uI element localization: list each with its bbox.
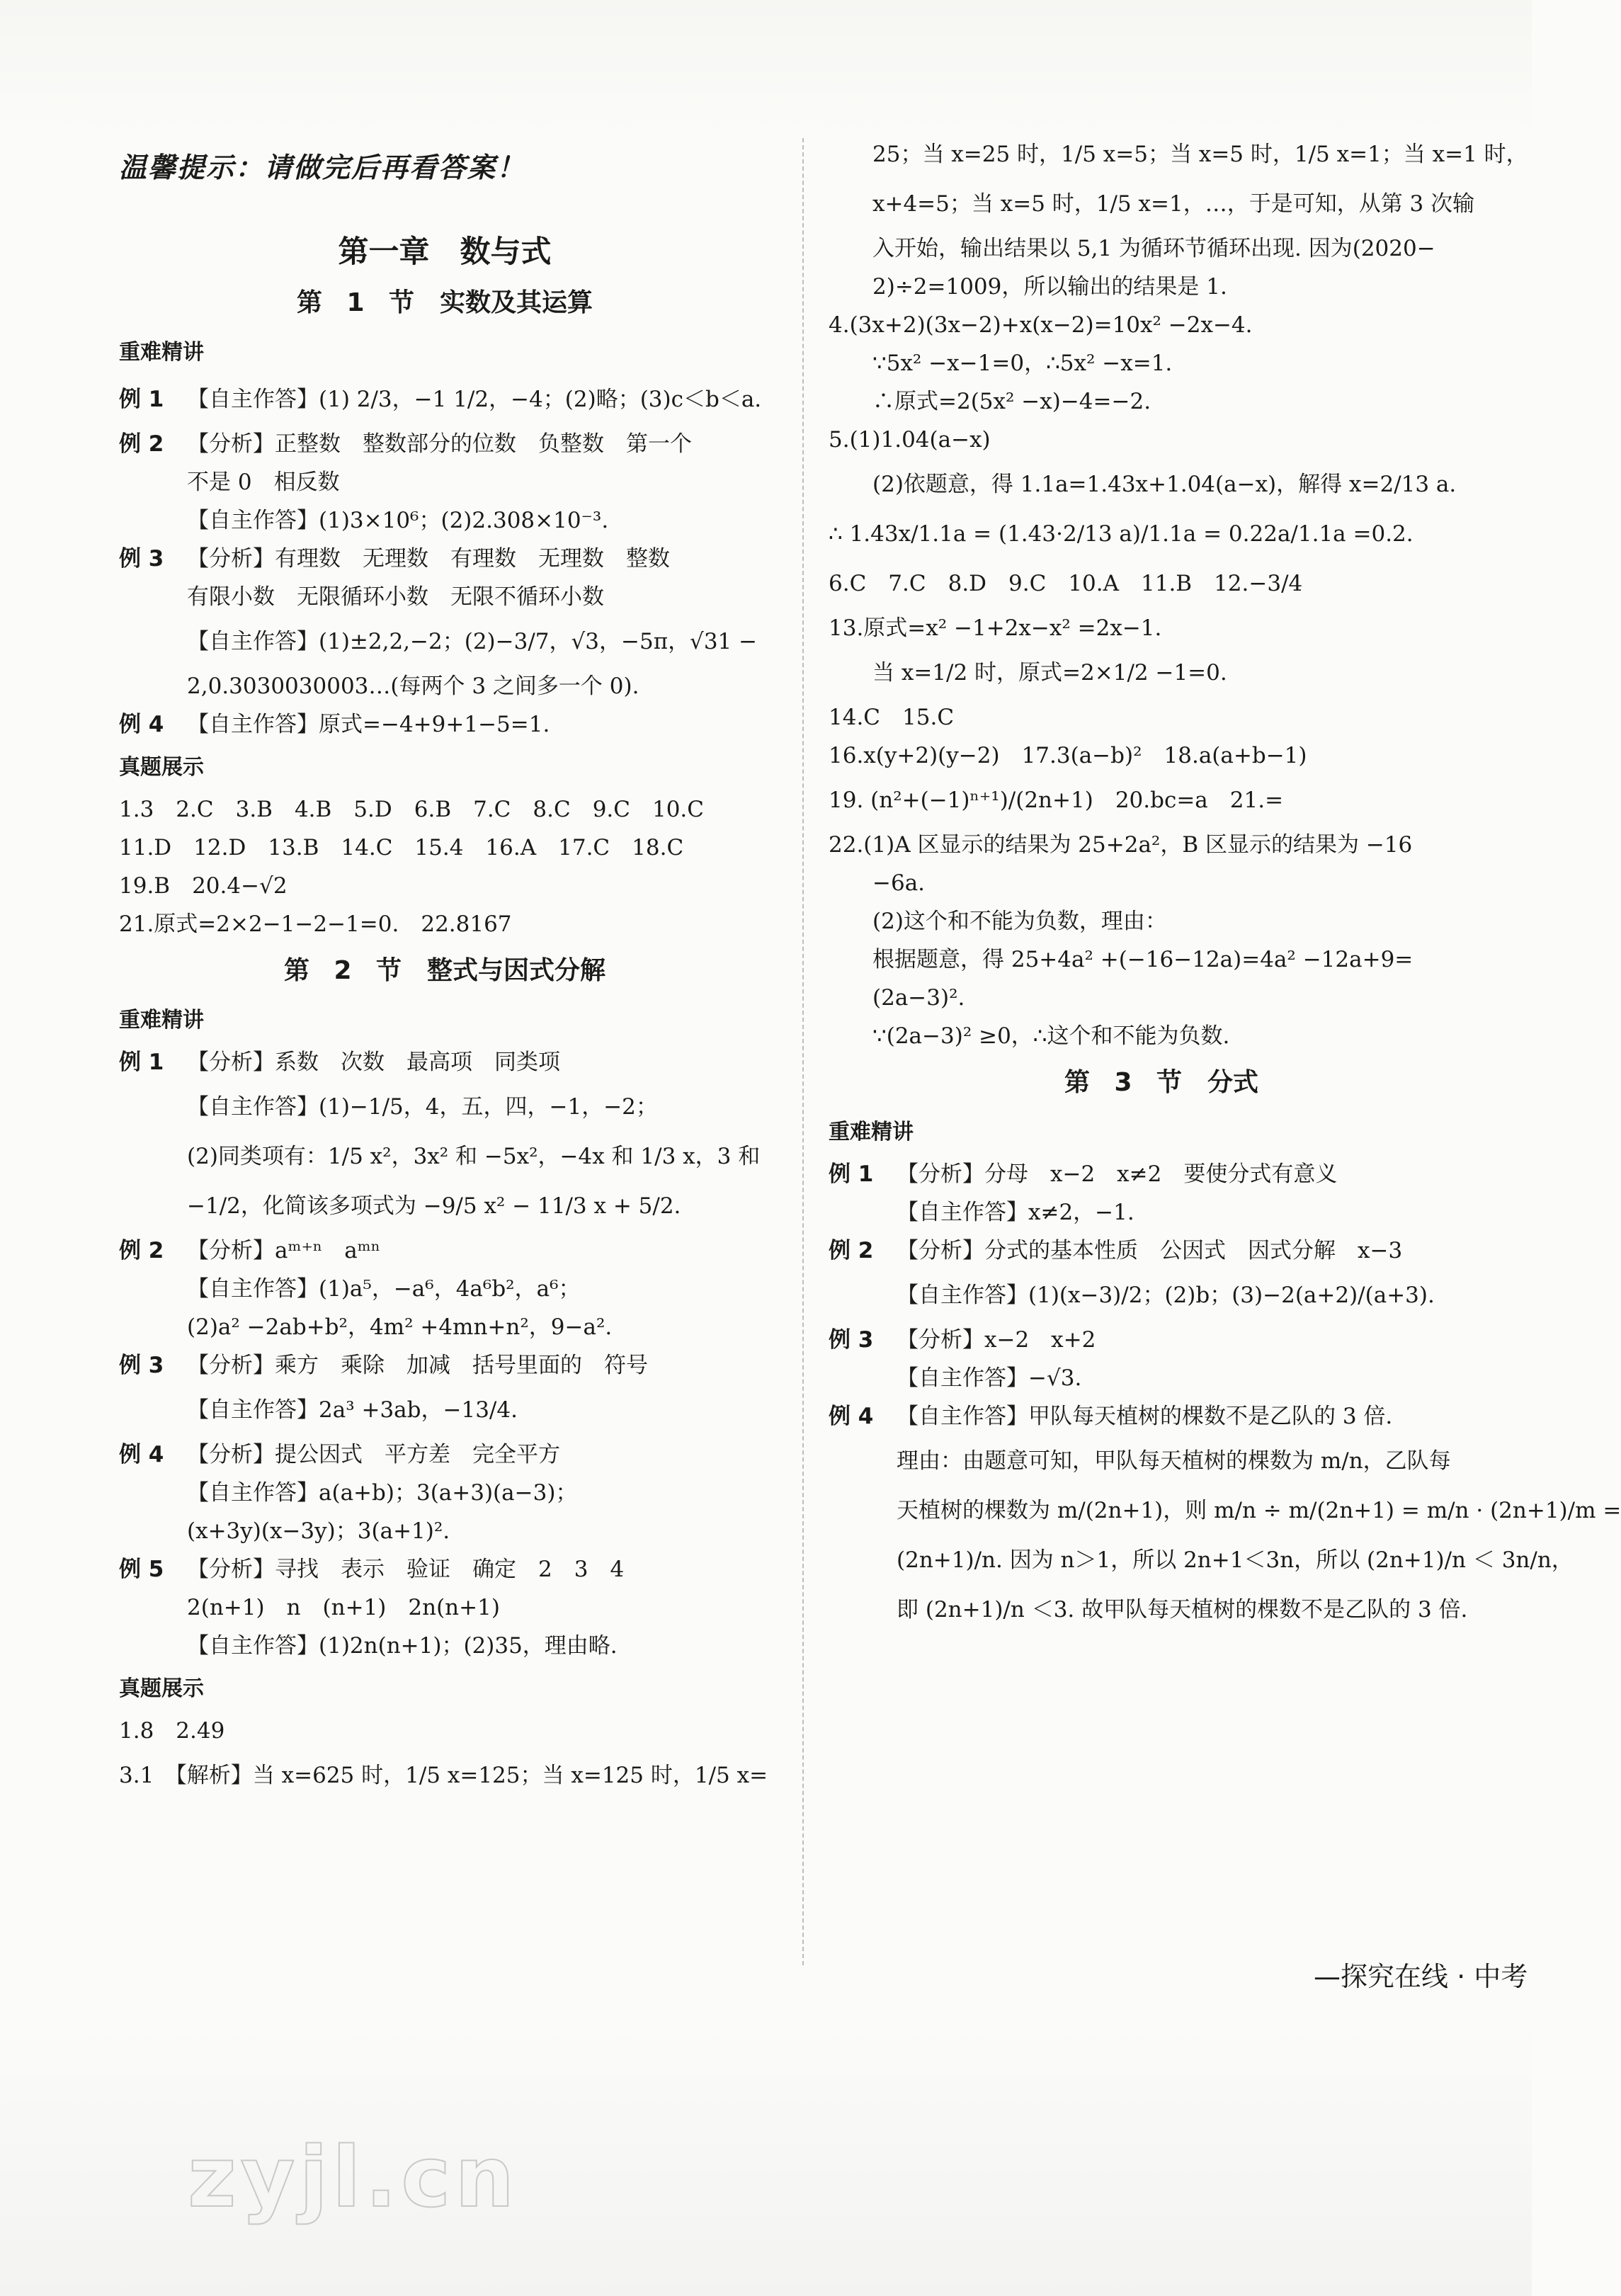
example-label: 例 1 <box>119 387 164 412</box>
answer-line: 当 x=1/2 时，原式=2×1/2 −1=0. <box>872 660 1227 686</box>
answer-line: 入开始，输出结果以 5,1 为循环节循环出现. 因为(2020− <box>872 236 1435 261</box>
answer-line: ∴ 1.43x/1.1a = (1.43·2/13 a)/1.1a = 0.22a/1.1a =0.2. <box>829 521 1414 547</box>
section-title-3: 第 3 节 分式 <box>1064 1068 1259 1097</box>
answer-line: 14.C 15.C <box>829 705 955 730</box>
answer-line: (2)依题意，得 1.1a=1.43x+1.04(a−x)，解得 x=2/13 a. <box>872 472 1457 497</box>
example-label: 例 3 <box>829 1327 874 1353</box>
subheading-focus: 重难精讲 <box>119 1008 204 1033</box>
answer-line: 【自主作答】(1)2n(n+1)；(2)35，理由略. <box>187 1633 618 1659</box>
answer-line: 2)÷2=1009，所以输出的结果是 1. <box>872 274 1227 300</box>
column-divider <box>802 138 804 1965</box>
answer-line <box>119 426 770 462</box>
answer-line: 22.(1)A 区显示的结果为 25+2a²，B 区显示的结果为 −16 <box>829 832 1413 858</box>
answer-text: 【分析】寻找 表示 验证 确定 2 3 4 <box>187 1557 625 1582</box>
answer-text: 【自主作答】甲队每天植树的棵数不是乙队的 3 倍. <box>897 1404 1393 1429</box>
footer-brand: —探究在线 · 中考 <box>1314 1961 1528 1992</box>
answer-line <box>829 1156 1494 1192</box>
answer-line: (2)同类项有：1/5 x²，3x² 和 −5x²，−4x 和 1/3 x，3 和 <box>187 1144 761 1169</box>
example-label: 例 2 <box>119 431 164 457</box>
answer-line: 21.原式=2×2−1−2−1=0. 22.8167 <box>119 911 512 937</box>
answer-line: 【自主作答】−√3. <box>897 1365 1082 1391</box>
subheading-focus: 重难精讲 <box>119 340 204 365</box>
answer-line: ∵(2a−3)² ≥0，∴这个和不能为负数. <box>872 1023 1230 1049</box>
answer-text: 【分析】系数 次数 最高项 同类项 <box>187 1050 560 1075</box>
answer-line: 6.C 7.C 8.D 9.C 10.A 11.B 12.−3/4 <box>829 571 1303 596</box>
answer-line: 不是 0 相反数 <box>187 470 340 495</box>
answer-line: 25；当 x=25 时，1/5 x=5；当 x=5 时，1/5 x=1；当 x=1 时， <box>872 142 1528 167</box>
answer-text: 【分析】x−2 x+2 <box>897 1327 1096 1353</box>
answer-text: 【分析】分式的基本性质 公因式 因式分解 x−3 <box>897 1238 1403 1263</box>
answer-line <box>119 377 770 422</box>
answer-line: (2a−3)². <box>872 985 965 1011</box>
chapter-title: 第一章 数与式 <box>338 234 552 270</box>
answer-text: 【自主作答】(1) 2/3，−1 1/2，−4；(2)略；(3)c＜b＜a. <box>187 387 762 412</box>
answer-text: 【自主作答】原式=−4+9+1−5=1. <box>187 712 550 737</box>
answer-text: 【分析】正整数 整数部分的位数 负整数 第一个 <box>187 431 692 457</box>
answer-line: 【自主作答】(1)±2,2,−2；(2)−3/7，√3，−5π，√31 − <box>187 629 758 654</box>
answer-line: 【自主作答】(1)3×10⁶；(2)2.308×10⁻³. <box>187 508 609 533</box>
answer-line: 19.B 20.4−√2 <box>119 873 288 899</box>
answer-line: 19. (n²+(−1)ⁿ⁺¹)/(2n+1) 20.bc=a 21.= <box>829 788 1284 813</box>
answer-line: 根据题意，得 25+4a² +(−16−12a)=4a² −12a+9= <box>872 947 1414 972</box>
answer-line <box>119 1233 770 1268</box>
example-label: 例 4 <box>119 1442 164 1467</box>
example-label: 例 4 <box>119 712 164 737</box>
section-title-1: 第 1 节 实数及其运算 <box>296 288 593 317</box>
answer-line: (2)a² −2ab+b²，4m² +4mn+n²，9−a². <box>187 1314 613 1340</box>
example-label: 例 1 <box>829 1161 874 1187</box>
answer-line: ∵5x² −x−1=0，∴5x² −x=1. <box>872 351 1173 376</box>
answer-text: 【分析】aᵐ⁺ⁿ aᵐⁿ <box>187 1238 381 1263</box>
left-column <box>119 127 770 1802</box>
answer-line <box>119 1437 770 1472</box>
answer-line: 2,0.3030030003…(每两个 3 之间多一个 0). <box>187 674 639 699</box>
answer-line: 【自主作答】(1)−1/5，4，五，四，−1，−2； <box>187 1094 658 1120</box>
answer-line <box>119 1552 770 1587</box>
example-label: 例 5 <box>119 1557 164 1582</box>
answer-line <box>829 1399 1494 1434</box>
answer-line: 13.原式=x² −1+2x−x² =2x−1. <box>829 615 1162 641</box>
answer-line <box>829 1233 1494 1268</box>
answer-line: 【自主作答】a(a+b)；3(a+3)(a−3)； <box>187 1480 578 1506</box>
answer-line: (2n+1)/n. 因为 n＞1，所以 2n+1＜3n，所以 (2n+1)/n ＜ 3n/n， <box>897 1547 1574 1573</box>
answer-line: (x+3y)(x−3y)；3(a+1)². <box>187 1518 450 1544</box>
answer-line: 1.3 2.C 3.B 4.B 5.D 6.B 7.C 8.C 9.C 10.C <box>119 797 705 822</box>
answer-line: 5.(1)1.04(a−x) <box>829 427 991 453</box>
answer-text: 【分析】有理数 无理数 有理数 无理数 整数 <box>187 546 670 572</box>
answer-line: 【自主作答】(1)(x−3)/2；(2)b；(3)−2(a+2)/(a+3). <box>897 1283 1435 1308</box>
answer-text: 【分析】乘方 乘除 加减 括号里面的 符号 <box>187 1353 648 1378</box>
example-label: 例 3 <box>119 546 164 572</box>
answer-line: 天植树的棵数为 m/(2n+1)，则 m/n ÷ m/(2n+1) = m/n · (2n+1)/m = <box>897 1498 1621 1523</box>
answer-line <box>119 1348 770 1383</box>
example-label: 例 2 <box>829 1238 874 1263</box>
answer-line: 4.(3x+2)(3x−2)+x(x−2)=10x² −2x−4. <box>829 312 1253 338</box>
answer-line: −1/2，化简该多项式为 −9/5 x² − 11/3 x + 5/2. <box>187 1193 681 1219</box>
answer-line: 1.8 2.49 <box>119 1718 225 1744</box>
answer-text: 【分析】分母 x−2 x≠2 要使分式有意义 <box>897 1161 1338 1187</box>
answer-line: ∴原式=2(5x² −x)−4=−2. <box>872 389 1151 414</box>
answer-line: 【自主作答】2a³ +3ab，−13/4. <box>187 1397 518 1423</box>
subheading-focus: 重难精讲 <box>829 1120 914 1144</box>
tip-banner: 温馨提示：请做完后再看答案！ <box>119 152 526 184</box>
example-label: 例 3 <box>119 1353 164 1378</box>
section-title-2: 第 2 节 整式与因式分解 <box>283 956 606 985</box>
answer-line: 3.1 【解析】当 x=625 时，1/5 x=125；当 x=125 时，1/5 x= <box>119 1763 768 1788</box>
answer-line: 有限小数 无限循环小数 无限不循环小数 <box>187 584 604 610</box>
answer-line: 【自主作答】x≠2，−1. <box>897 1200 1134 1225</box>
example-label: 例 4 <box>829 1404 874 1429</box>
watermark: zyjl.cn <box>188 2128 519 2226</box>
answer-line: 理由：由题意可知，甲队每天植树的棵数为 m/n，乙队每 <box>897 1448 1451 1474</box>
answer-line <box>119 1045 770 1080</box>
answer-line: 2(n+1) n (n+1) 2n(n+1) <box>187 1595 500 1620</box>
answer-line: 11.D 12.D 13.B 14.C 15.4 16.A 17.C 18.C <box>119 835 684 860</box>
answer-line: (2)这个和不能为负数，理由： <box>872 909 1167 934</box>
subheading-real: 真题展示 <box>119 1676 204 1701</box>
answer-line: x+4=5；当 x=5 时，1/5 x=1，…，于是可知，从第 3 次输 <box>872 191 1475 217</box>
answer-line <box>119 707 770 742</box>
example-label: 例 2 <box>119 1238 164 1263</box>
example-label: 例 1 <box>119 1050 164 1075</box>
right-column <box>829 127 1621 1637</box>
answer-text: 【分析】提公因式 平方差 完全平方 <box>187 1442 560 1467</box>
answer-line <box>119 541 770 576</box>
answer-line: 即 (2n+1)/n ＜3. 故甲队每天植树的棵数不是乙队的 3 倍. <box>897 1597 1468 1622</box>
answer-line: 【自主作答】(1)a⁵，−a⁶，4a⁶b²，a⁶； <box>187 1276 581 1302</box>
answer-line <box>829 1322 1494 1358</box>
subheading-real: 真题展示 <box>119 755 204 780</box>
answer-line: −6a. <box>872 870 926 896</box>
answer-line: 16.x(y+2)(y−2) 17.3(a−b)² 18.a(a+b−1) <box>829 743 1307 768</box>
